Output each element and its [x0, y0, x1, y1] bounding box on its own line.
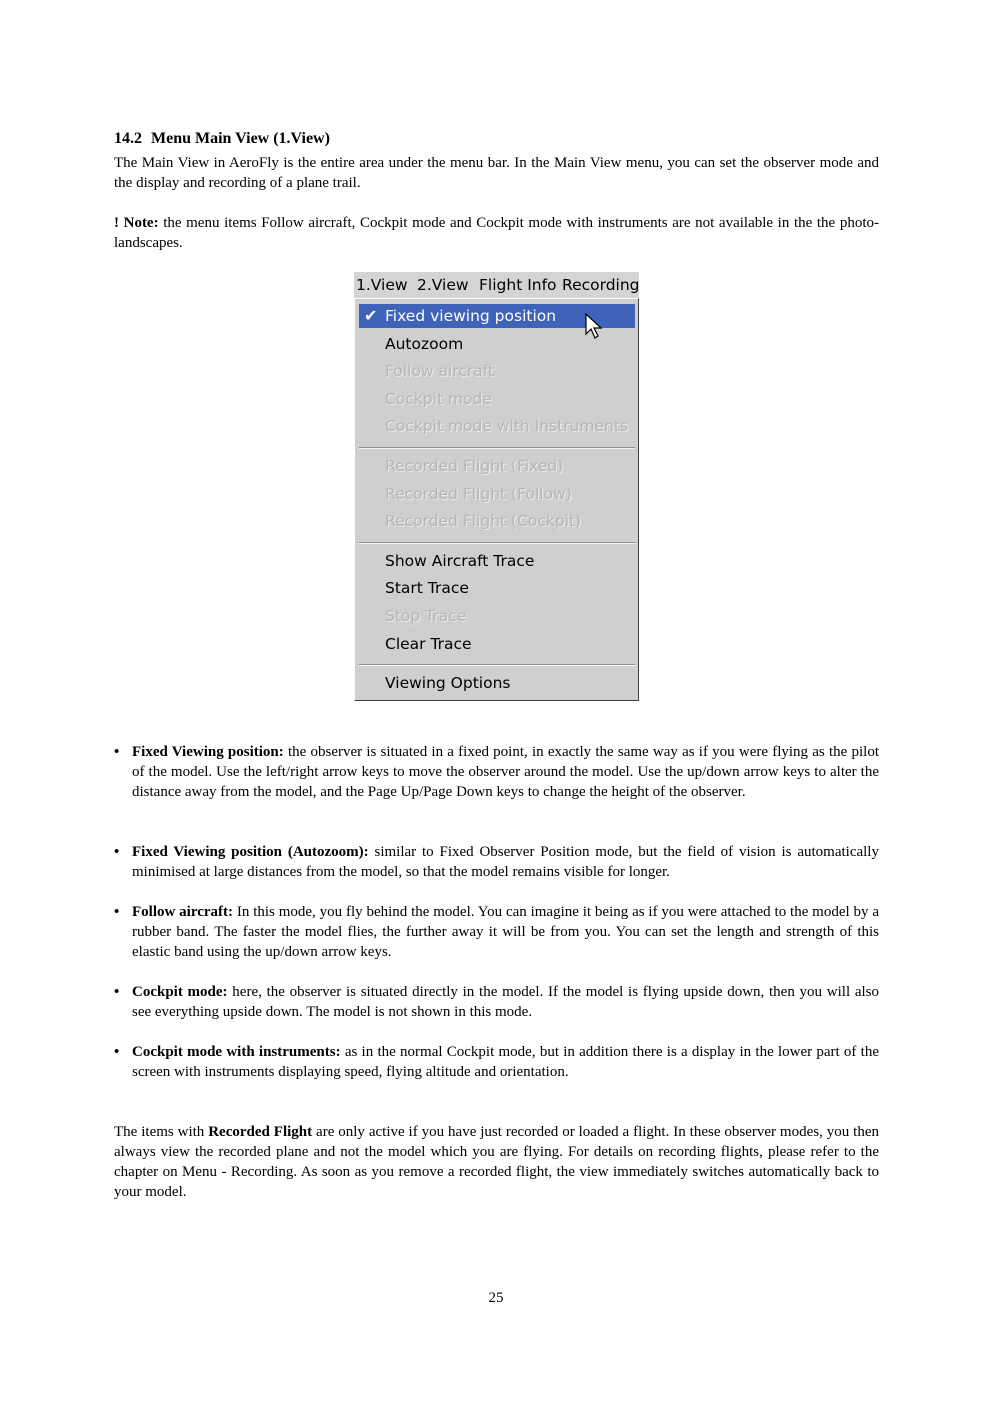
section-title: Menu Main View (1.View): [151, 130, 330, 147]
menu-item-label: Recorded Flight (Fixed): [385, 457, 564, 475]
menu-item-label: Start Trace: [385, 579, 469, 598]
bullet-term: Fixed Viewing position:: [132, 744, 284, 760]
bullet-term: Cockpit mode:: [132, 984, 228, 1000]
menu-separator: [359, 447, 635, 449]
closing-pre: The items with: [114, 1124, 209, 1140]
menu-item-follow-aircraft: [359, 359, 635, 383]
section-heading: [114, 130, 330, 148]
closing-paragraph: [114, 1122, 879, 1202]
bullet-description: similar to Fixed Observer Position mode, but the field of vision is automatically minimised at large distances from the model, so that the model remains visible for longer.: [132, 844, 879, 880]
closing-post: are only active if you have just recorded or loaded a flight. In these observer modes, you then always view the recorded plane and not the model which you are flying. For details on recording flights, please refer to the chapter on Menu - Recording. As soon as you remove a recorded flight, the view immediately switches automatically back to your model.: [114, 1124, 879, 1200]
menu-item-label: Stop Trace: [385, 607, 467, 625]
bullet-term: Fixed Viewing position (Autozoom):: [132, 844, 369, 860]
menu-item-start-trace[interactable]: [359, 576, 635, 600]
menu-bar: [354, 272, 639, 298]
bullet-text: [132, 982, 879, 1022]
closing-bold: Recorded Flight: [208, 1124, 313, 1140]
menu-item-show-aircraft-trace[interactable]: [359, 549, 635, 573]
bullet-icon: •: [114, 984, 120, 1000]
menu-item-label: Follow aircraft: [385, 362, 495, 381]
bullet-text: [132, 742, 879, 802]
menubar-item-flight-info[interactable]: Flight Info: [479, 276, 557, 294]
note-paragraph: [114, 213, 879, 253]
menubar-item-2view[interactable]: 2.View: [417, 276, 469, 294]
menu-item-recorded-flight-cockpit: [359, 509, 635, 533]
bullet-text: [132, 842, 879, 882]
bullet-icon: •: [114, 1044, 120, 1060]
mouse-cursor-icon: [584, 312, 604, 342]
bullet-icon: •: [114, 744, 120, 760]
section-number: 14.2: [114, 130, 142, 147]
menu-separator: [359, 664, 635, 666]
menu-screenshot: [354, 272, 639, 701]
menu-item-label: Clear Trace: [385, 634, 472, 653]
menu-item-viewing-options[interactable]: [359, 671, 635, 695]
note-label: ! Note:: [114, 215, 159, 231]
bullet-icon: •: [114, 844, 120, 860]
menu-item-cockpit-mode: [359, 387, 635, 411]
bullet-item: [114, 1042, 879, 1082]
bullet-item: [114, 742, 879, 802]
bullet-description: the observer is situated in a fixed point, in exactly the same way as if you were flying as the pilot of the model. Use the left/right arrow keys to move the observer around the model. Use the up/down arrow keys to alter the distance away from the model, and the Page Up/Page Down keys to change the height of the observer.: [132, 744, 879, 800]
menubar-item-recording[interactable]: Recording: [562, 276, 640, 294]
view-dropdown-menu: [354, 298, 639, 701]
bullet-text: [132, 902, 879, 962]
menu-item-label: Cockpit mode with Instruments: [385, 417, 629, 436]
bullet-item: [114, 842, 879, 882]
bullet-description: as in the normal Cockpit mode, but in addition there is a display in the lower part of the screen with instruments displaying speed, flying altitude and orientation.: [132, 1044, 879, 1080]
bullet-description: In this mode, you fly behind the model. You can imagine it being as if you were attached to the model by a rubber band. The faster the model flies, the further away it will be from you. You can set the length and strength of this elastic band using the up/down arrow keys.: [132, 904, 880, 960]
menu-item-recorded-flight-fixed: [359, 454, 635, 478]
menu-item-label: Cockpit mode: [385, 389, 492, 408]
menu-item-label: Autozoom: [385, 334, 464, 353]
menu-item-label: Fixed viewing position: [385, 307, 557, 325]
page-number: 25: [488, 1290, 504, 1306]
checkmark-icon: ✔: [364, 306, 378, 325]
menubar-item-1view[interactable]: 1.View: [356, 276, 408, 294]
menu-item-label: Show Aircraft Trace: [385, 551, 535, 570]
bullet-term: Cockpit mode with instruments:: [132, 1044, 341, 1060]
intro-paragraph: The Main View in AeroFly is the entire area under the menu bar. In the Main View menu, you can set the observer mode and the display and recording of a plane trail.: [114, 155, 879, 191]
menu-item-clear-trace[interactable]: [359, 632, 635, 656]
menu-item-label: Recorded Flight (Follow): [385, 484, 572, 503]
bullet-term: Follow aircraft:: [132, 904, 234, 920]
menu-item-recorded-flight-follow: [359, 482, 635, 506]
bullet-description: here, the observer is situated directly in the model. If the model is flying upside down, then you will also see everything upside down. The model is not shown in this mode.: [132, 984, 880, 1020]
menu-item-stop-trace: [359, 604, 635, 628]
menu-item-label: Recorded Flight (Cockpit): [385, 512, 582, 531]
menu-separator: [359, 542, 635, 544]
bullet-item: [114, 982, 879, 1022]
bullet-item: [114, 902, 879, 962]
bullet-icon: •: [114, 904, 120, 920]
bullet-text: [132, 1042, 879, 1082]
menu-item-cockpit-mode-with-instruments: [359, 414, 635, 438]
note-text: the menu items Follow aircraft, Cockpit mode and Cockpit mode with instruments are not available in the the photo-landscapes.: [114, 215, 879, 251]
menu-item-label: Viewing Options: [385, 674, 511, 693]
